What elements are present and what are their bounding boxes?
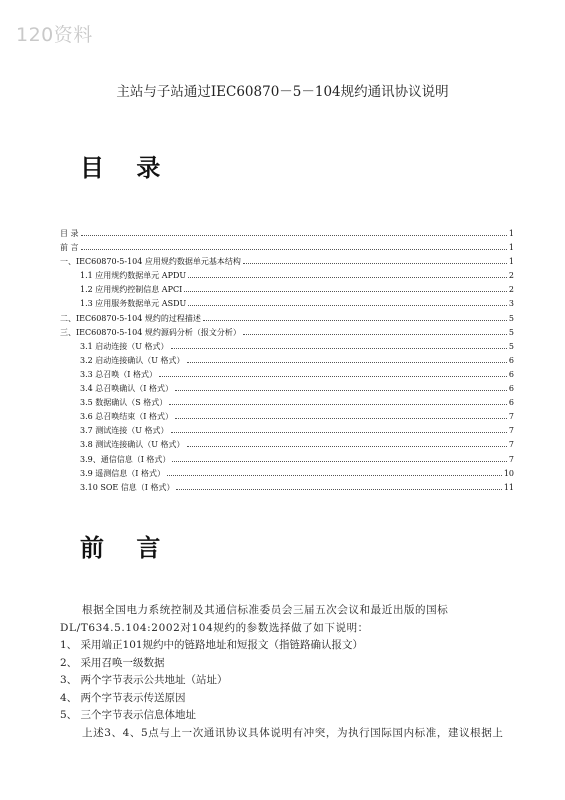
toc-entry-title: 目 录 bbox=[60, 229, 79, 238]
toc-leader-dots bbox=[188, 277, 507, 278]
toc-entry[interactable] bbox=[60, 312, 514, 326]
toc-entry-page: 5 bbox=[508, 327, 514, 337]
watermark: 120资料 bbox=[16, 24, 93, 46]
toc-entry-page: 2 bbox=[508, 271, 514, 281]
toc-leader-dots bbox=[187, 446, 507, 447]
toc-entry-page: 6 bbox=[508, 384, 514, 394]
toc-entry[interactable] bbox=[60, 382, 514, 396]
list-item: 3、 两个字节表示公共地址（站址） bbox=[60, 674, 228, 686]
toc-leader-dots bbox=[175, 390, 507, 391]
toc-entry[interactable] bbox=[60, 453, 514, 467]
preface-heading: 前 言 bbox=[80, 534, 173, 562]
toc-entry-page: 6 bbox=[508, 369, 514, 379]
list-item: 4、 两个字节表示传送原因 bbox=[60, 691, 186, 704]
toc-entry[interactable] bbox=[60, 255, 514, 269]
preface-body bbox=[60, 602, 506, 742]
toc-entry-title: 3.3 总召唤（I 格式） bbox=[80, 369, 157, 379]
toc-entry-page: 7 bbox=[508, 440, 514, 450]
toc-entry[interactable] bbox=[60, 326, 514, 340]
toc-heading: 目 录 bbox=[80, 154, 173, 182]
toc-leader-dots bbox=[171, 348, 507, 349]
table-of-contents bbox=[60, 227, 514, 495]
toc-entry-title: 3.2 启动连接确认（U 格式） bbox=[80, 355, 185, 365]
preface-intro: 根据全国电力系统控制及其通信标准委员会三届五次会议和最近出版的国标DL/T634.5.104:2002对104规约的参数选择做了如下说明： bbox=[60, 604, 449, 634]
toc-entry-title: 3.4 总召唤确认（I 格式） bbox=[80, 384, 173, 394]
toc-leader-dots bbox=[159, 376, 507, 377]
toc-entry[interactable] bbox=[60, 396, 514, 410]
toc-entry[interactable] bbox=[60, 368, 514, 382]
toc-entry-title: 1.2 应用规约控制信息 APCI bbox=[80, 285, 183, 295]
toc-entry-title: 二、IEC60870-5-104 规约的过程描述 bbox=[60, 313, 201, 323]
toc-entry-page: 6 bbox=[508, 398, 514, 408]
toc-entry-title: 3.8 测试连接确认（U 格式） bbox=[80, 440, 185, 450]
toc-leader-dots bbox=[167, 475, 502, 476]
toc-leader-dots bbox=[203, 320, 507, 321]
toc-entry-title: 3.6 总召唤结束（I 格式） bbox=[80, 412, 173, 422]
toc-leader-dots bbox=[243, 334, 507, 335]
toc-leader-dots bbox=[188, 305, 507, 306]
toc-leader-dots bbox=[187, 362, 507, 363]
list-item: 5、 三个字节表示信息体地址 bbox=[60, 709, 197, 721]
toc-leader-dots bbox=[169, 404, 507, 405]
toc-entry-page: 7 bbox=[508, 412, 514, 422]
toc-entry-page: 6 bbox=[508, 355, 514, 365]
document-title: 主站与子站通过IEC60870－5－104规约通讯协议说明 bbox=[116, 84, 449, 100]
toc-entry-page: 5 bbox=[508, 341, 514, 351]
toc-entry-page: 11 bbox=[503, 482, 514, 492]
toc-entry-page: 7 bbox=[508, 426, 514, 436]
toc-entry[interactable] bbox=[60, 438, 514, 452]
toc-leader-dots bbox=[81, 249, 507, 250]
toc-entry-title: 3.9 遥测信息（I 格式） bbox=[80, 468, 165, 478]
toc-entry-page: 1 bbox=[508, 257, 514, 267]
toc-entry[interactable] bbox=[60, 340, 514, 354]
toc-leader-dots bbox=[81, 235, 507, 236]
toc-entry[interactable] bbox=[60, 354, 514, 368]
toc-entry[interactable] bbox=[60, 283, 514, 297]
toc-entry-title: 1.3 应用服务数据单元 ASDU bbox=[80, 299, 187, 309]
toc-entry-title: 1.1 应用规约数据单元 APDU bbox=[80, 271, 187, 281]
toc-leader-dots bbox=[175, 418, 507, 419]
toc-entry-title: 三、IEC60870-5-104 规约源码分析（报文分析） bbox=[60, 327, 241, 337]
toc-entry-title: 3.1 启动连接（U 格式） bbox=[80, 341, 169, 351]
toc-entry-page: 7 bbox=[508, 454, 514, 464]
toc-entry-page: 3 bbox=[508, 299, 514, 309]
toc-entry[interactable] bbox=[60, 227, 514, 241]
toc-entry[interactable] bbox=[60, 410, 514, 424]
toc-entry-page: 5 bbox=[508, 313, 514, 323]
preface-closing: 上述3、4、5点与上一次通讯协议具体说明有冲突，为执行国际国内标准，建议根据上 bbox=[82, 726, 504, 739]
toc-entry[interactable] bbox=[60, 241, 514, 255]
toc-leader-dots bbox=[176, 489, 501, 490]
toc-leader-dots bbox=[172, 461, 506, 462]
toc-entry-title: 3.7 测试连接（U 格式） bbox=[80, 426, 169, 436]
list-item: 1、 采用端正101规约中的链路地址和短报文（指链路确认报文） bbox=[60, 639, 364, 651]
toc-entry[interactable] bbox=[60, 297, 514, 311]
toc-entry-page: 2 bbox=[508, 285, 514, 295]
toc-entry-page: 10 bbox=[503, 468, 514, 478]
toc-entry[interactable] bbox=[60, 481, 514, 495]
toc-leader-dots bbox=[184, 291, 507, 292]
toc-entry[interactable] bbox=[60, 269, 514, 283]
toc-entry-page: 1 bbox=[508, 229, 514, 238]
toc-entry-title: 前 言 bbox=[60, 243, 79, 253]
toc-entry-title: 3.9、通信信息（I 格式） bbox=[80, 454, 171, 464]
toc-entry[interactable] bbox=[60, 467, 514, 481]
toc-entry-title: 一、IEC60870-5-104 应用规约数据单元基本结构 bbox=[60, 257, 241, 267]
toc-entry[interactable] bbox=[60, 424, 514, 438]
toc-leader-dots bbox=[171, 432, 507, 433]
toc-entry-page: 1 bbox=[508, 243, 514, 253]
list-item: 2、 采用召唤一级数据 bbox=[60, 656, 165, 669]
toc-entry-title: 3.10 SOE 信息（I 格式） bbox=[80, 482, 175, 492]
toc-entry-title: 3.5 数据确认（S 格式） bbox=[80, 398, 168, 408]
toc-leader-dots bbox=[243, 263, 507, 264]
